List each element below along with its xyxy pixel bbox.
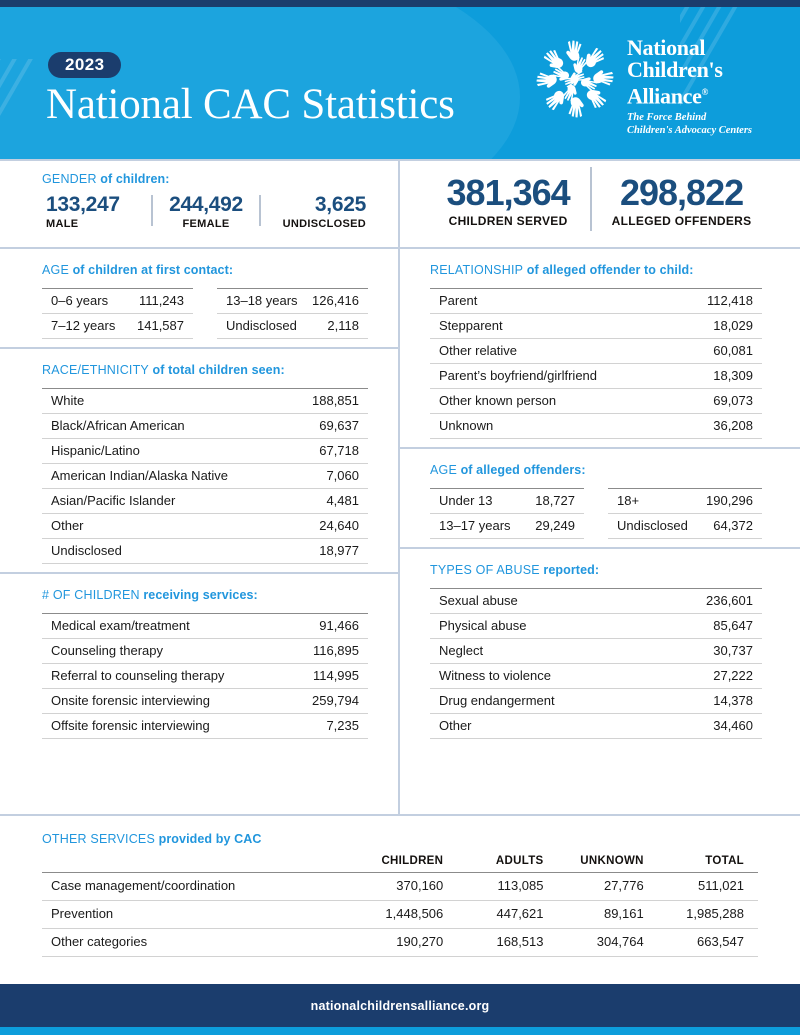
table-row [430,364,762,389]
race-title-caps: RACE/ETHNICITY [42,363,149,377]
gender-value-male: 133,247 [46,193,120,216]
gender-label-male: MALE [46,218,79,230]
row-value: 64,372 [694,514,762,539]
other-services-title-rest: provided by CAC [155,832,262,846]
stats-column-divider [398,161,400,247]
row-value: 14,378 [649,689,762,714]
headline-stats-band [0,161,800,247]
row-value-children: 1,448,506 [343,901,458,929]
other-services-table [42,855,758,957]
children-services-section [0,574,398,747]
row-value: 116,895 [283,639,368,664]
table-row [430,514,584,539]
headline-numbers [398,161,800,247]
relationship-title [430,263,762,277]
row-label: White [42,389,284,414]
table-header-row [42,855,758,873]
table-row [430,614,762,639]
other-services-section [0,816,800,957]
gender-title-caps: GENDER [42,172,97,186]
age-of-offenders-section [398,449,800,547]
children-services-table [42,613,368,739]
row-value: 259,794 [283,689,368,714]
row-label: 13–17 years [430,514,521,539]
row-label: Parent [430,289,671,314]
row-value: 190,296 [694,489,762,514]
services-title-caps: # OF CHILDREN [42,588,140,602]
row-value-total: 1,985,288 [658,901,758,929]
gender-value-female: 244,492 [169,193,243,216]
row-label: Onsite forensic interviewing [42,689,283,714]
gender-title-rest: of children: [96,172,170,186]
row-label: American Indian/Alaska Native [42,464,284,489]
gender-cell-female [153,193,258,230]
table-row [217,289,368,314]
age-children-title [42,263,368,277]
row-label: Neglect [430,639,649,664]
column-header-unknown: UNKNOWN [580,855,644,867]
row-label: Case management/coordination [42,873,343,901]
row-value: 7,060 [284,464,368,489]
row-label: Other categories [42,929,343,957]
page-footer [0,984,800,1035]
row-value: 126,416 [301,289,368,314]
table-row [42,464,368,489]
row-value: 85,647 [649,614,762,639]
age-offenders-table-left [430,488,584,539]
main-content [0,249,800,814]
age-offenders-tables [430,488,762,539]
gender-label-female: FEMALE [182,218,230,230]
row-label: Other [430,714,649,739]
row-label: Physical abuse [430,614,649,639]
abuse-title-caps: TYPES OF ABUSE [430,563,540,577]
row-value-adults: 113,085 [457,873,557,901]
table-row [42,664,368,689]
age-children-title-caps: AGE [42,263,69,277]
row-value: 60,081 [671,339,762,364]
row-value: 236,601 [649,589,762,614]
logo-wordmark [627,33,752,137]
stat-alleged-offenders [592,174,772,228]
alleged-offenders-value: 298,822 [619,172,744,213]
row-label: 0–6 years [42,289,123,314]
race-ethnicity-section [0,349,398,572]
row-label: Unknown [430,414,671,439]
table-row [42,639,368,664]
top-navy-rule [0,0,800,7]
row-label: Under 13 [430,489,521,514]
row-value: 18,309 [671,364,762,389]
logo-line-2: Children's [626,57,723,82]
row-value: 27,222 [649,664,762,689]
relationship-title-rest: of alleged offender to child: [523,263,694,277]
column-header-adults: ADULTS [495,855,544,867]
row-label: Hispanic/Latino [42,439,284,464]
row-value: 91,466 [283,614,368,639]
other-services-title [42,832,758,846]
age-offenders-table-right [608,488,762,539]
row-value-adults: 447,621 [457,901,557,929]
row-value: 111,243 [123,289,193,314]
row-value: 36,208 [671,414,762,439]
children-served-label: CHILDREN SERVED [448,214,568,228]
row-label: Undisclosed [217,314,301,339]
table-row [430,664,762,689]
row-label: Witness to violence [430,664,649,689]
table-row [430,314,762,339]
column-header-blank [42,855,343,873]
table-row [608,489,762,514]
column-header-children: CHILDREN [381,855,444,867]
organization-logo [532,33,752,137]
race-ethnicity-table [42,388,368,564]
relationship-section [398,249,800,447]
row-label: Counseling therapy [42,639,283,664]
services-title-rest: receiving services: [139,588,258,602]
age-offenders-title [430,463,762,477]
age-offenders-title-caps: AGE [430,463,457,477]
table-row [430,639,762,664]
year-badge: 2023 [48,52,121,78]
table-row [430,714,762,739]
types-of-abuse-table [430,588,762,739]
row-value-adults: 168,513 [457,929,557,957]
row-value: 69,073 [671,389,762,414]
age-offenders-title-rest: of alleged offenders: [457,463,586,477]
column-header-total: TOTAL [705,855,744,867]
table-row [42,489,368,514]
row-label: Black/African American [42,414,284,439]
logo-tagline-line-2: Children's Advocacy Centers [626,125,752,137]
table-row [42,414,368,439]
table-row [42,439,368,464]
row-label: Undisclosed [608,514,694,539]
row-value-children: 370,160 [343,873,458,901]
gender-label-undisclosed: UNDISCLOSED [282,218,366,230]
row-value: 188,851 [284,389,368,414]
table-row [430,414,762,439]
row-label: 7–12 years [42,314,123,339]
table-row [430,389,762,414]
row-value: 4,481 [284,489,368,514]
registered-mark-icon: ® [701,87,708,97]
types-of-abuse-title [430,563,762,577]
footer-website-url[interactable]: nationalchildrensalliance.org [310,998,490,1013]
row-label: Other [42,514,284,539]
relationship-title-caps: RELATIONSHIP [430,263,524,277]
table-row [42,289,193,314]
table-row [608,514,762,539]
row-label: Drug endangerment [430,689,649,714]
gender-values-row [42,193,372,230]
row-value: 112,418 [671,289,762,314]
gender-section [0,161,398,247]
row-label: 18+ [608,489,694,514]
types-of-abuse-section [398,549,800,747]
row-value-children: 190,270 [343,929,458,957]
table-row [42,614,368,639]
row-value: 114,995 [283,664,368,689]
row-label: Other relative [430,339,671,364]
age-of-children-section [0,249,398,347]
table-row [42,873,758,901]
row-label: Prevention [42,901,343,929]
relationship-table [430,288,762,439]
table-row [42,901,758,929]
gender-cell-male [42,193,151,230]
table-row [217,314,368,339]
stat-children-served [427,174,590,228]
gender-cell-undisclosed [261,193,372,230]
footer-accent-bar [0,1027,800,1035]
table-row [42,714,368,739]
row-label: Asian/Pacific Islander [42,489,284,514]
row-label: Offsite forensic interviewing [42,714,283,739]
logo-line-3: Alliance® [626,83,708,109]
row-value-unknown: 27,776 [558,873,658,901]
page-header [0,7,800,159]
age-children-tables [42,288,368,339]
table-row [430,589,762,614]
alleged-offenders-label: ALLEGED OFFENDERS [611,214,752,228]
table-row [42,514,368,539]
row-value: 2,118 [301,314,368,339]
table-row [42,389,368,414]
table-row [430,689,762,714]
row-value: 34,460 [649,714,762,739]
race-title-rest: of total children seen: [148,363,285,377]
row-label: Medical exam/treatment [42,614,283,639]
children-served-value: 381,364 [446,172,570,213]
abuse-title-rest: reported: [539,563,600,577]
table-row [42,689,368,714]
row-value: 30,737 [649,639,762,664]
row-value-unknown: 304,764 [558,929,658,957]
age-children-table-left [42,288,193,339]
children-services-title [42,588,368,602]
left-column [0,249,398,814]
age-children-title-rest: of children at first contact: [69,263,234,277]
row-value: 24,640 [284,514,368,539]
age-children-table-right [217,288,368,339]
race-ethnicity-title [42,363,368,377]
row-label: Referral to counseling therapy [42,664,283,689]
row-value: 7,235 [283,714,368,739]
row-value: 67,718 [284,439,368,464]
row-label: Parent’s boyfriend/girlfriend [430,364,671,389]
row-value: 69,637 [284,414,368,439]
row-value-total: 511,021 [658,873,758,901]
row-label: Stepparent [430,314,671,339]
other-services-title-caps: OTHER SERVICES [42,832,156,846]
row-value: 18,029 [671,314,762,339]
table-row [430,489,584,514]
footer-bar [0,984,800,1027]
row-value-unknown: 89,161 [558,901,658,929]
row-label: Undisclosed [42,539,284,564]
table-row [42,539,368,564]
logo-tagline-line-1: The Force Behind [626,112,707,124]
logo-line-1: National [626,35,706,60]
row-value: 18,727 [521,489,584,514]
page-title: National CAC Statistics [46,81,455,128]
table-row [42,314,193,339]
row-value: 18,977 [284,539,368,564]
table-row [430,339,762,364]
table-row [430,289,762,314]
row-label: 13–18 years [217,289,301,314]
row-label: Sexual abuse [430,589,649,614]
row-label: Other known person [430,389,671,414]
row-value: 29,249 [521,514,584,539]
row-value-total: 663,547 [658,929,758,957]
table-row [42,929,758,957]
right-column [398,249,800,814]
row-value: 141,587 [123,314,193,339]
gender-value-undisclosed: 3,625 [314,193,366,216]
hands-circle-logo-icon [532,33,618,125]
gender-section-title [42,172,398,186]
